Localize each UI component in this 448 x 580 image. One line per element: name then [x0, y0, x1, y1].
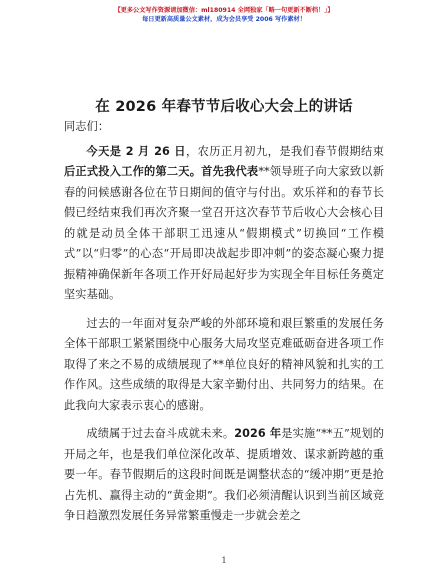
- paragraph-1-text-a: ，农历正月初九，是我们春节假期结束: [185, 144, 384, 158]
- paragraph-3-bold-year: 2026 年: [234, 427, 282, 440]
- paragraph-1-bold-lead: 今天是 2 月 26 日: [86, 144, 186, 158]
- paragraph-2: 过去的一年面对复杂严峻的外部环境和艰巨繁重的发展任务全体干部职工紧紧围绕中心服务大局攻坚克难砥砺奋进各项工作取得了来之不易的成绩展现了**单位良好的精神风貌和扎实的工作作风。这些成绩的取得是大家辛勤付出、共同努力的结果。在此我向大家表示衷心的感谢。: [64, 316, 384, 412]
- salutation: 同志们：: [64, 120, 110, 133]
- paragraph-3: [64, 424, 384, 527]
- header-banner: [0, 6, 448, 24]
- banner-line-1: 【更多公文写作资源请加微信：ml180914 全网独家「略一句更新不断档！」】: [114, 7, 334, 14]
- paragraph-1: [64, 142, 384, 306]
- paragraph-1-text-b: **领导班子向大家致以新春的问候感谢各位在节日期间的值守与付出。欢乐祥和的春节长假已经结束我们再次齐聚一堂召开这次春节节后收心大会核心目的就是动员全体干部职工迅速从“假期模式”切换回“工作模式”以“归零”的心态“开局即决战起步即冲刺”的姿态凝心聚力提振精神确保新年各项工作开好局起好步为实现全年目标任务奠定坚实基础。: [64, 165, 384, 301]
- paragraph-3-text-a: 成绩属于过去奋斗成就未来。: [86, 427, 235, 440]
- paragraph-3-text-b: 是实施“**五”规划的开局之年，也是我们单位深化改革、提质增效、谋求新跨越的重要一年。春节假期后的这段时间既是调整状态的“缓冲期”更是抢占先机、赢得主动的“黄金期”。我们必须清醒认识到当前区域竞争日趋激烈发展任务异常繁重慢走一步就会差之: [64, 427, 384, 522]
- document-body: [64, 117, 384, 535]
- page-number: 1: [221, 556, 227, 565]
- document-title: 在 2026 年春节节后收心大会上的讲话: [95, 99, 353, 115]
- paragraph-1-bold-mid: 后正式投入工作的第二天。首先我代表: [64, 165, 259, 178]
- banner-line-2: 每日更新高质量公文素材，成为会员享受 2006 写作素材！: [142, 16, 306, 23]
